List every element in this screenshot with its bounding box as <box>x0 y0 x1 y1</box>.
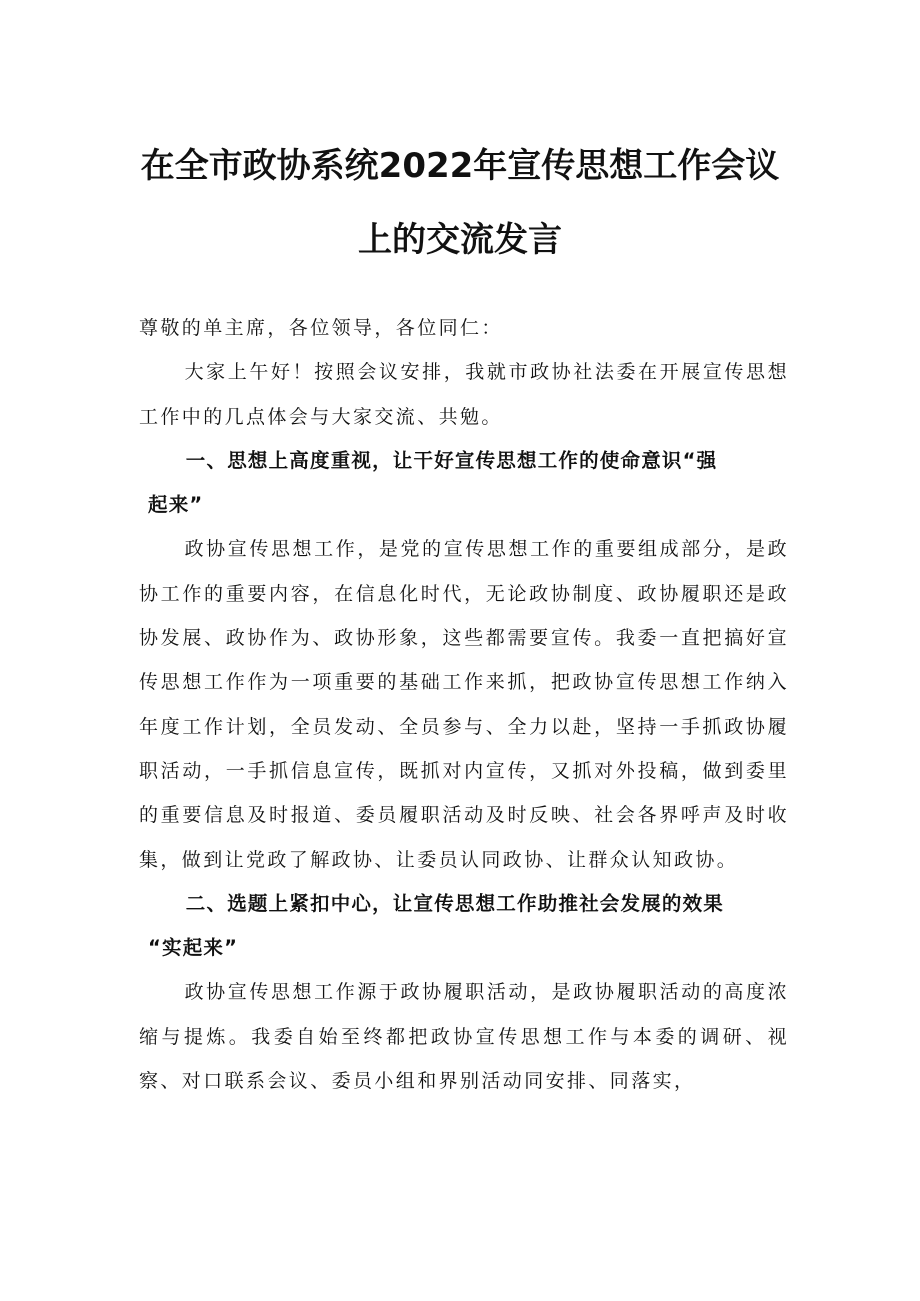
section1-heading-line1: 一、思想上高度重视，让干好宣传思想工作的使命意识“强 <box>185 448 718 472</box>
section2-heading-line1: 二、选题上紧扣中心，让宣传思想工作助推社会发展的效果 <box>185 891 724 915</box>
document-title-line1: 在全市政协系统2022年宣传思想工作会议 <box>140 146 780 186</box>
opening-paragraph: 大家上午好！按照会议安排，我就市政协社法委在开展宣传思想工作中的几点体会与大家交流、共勉。 <box>139 361 789 428</box>
document-body <box>139 306 789 1103</box>
salutation: 尊敬的单主席，各位领导，各位同仁： <box>139 317 503 339</box>
section1-body: 政协宣传思想工作，是党的宣传思想工作的重要组成部分，是政协工作的重要内容，在信息化时代，无论政协制度、政协履职还是政协发展、政协作为、政协形象，这些都需要宣传。我委一直把搞好宣传思想工作作为一项重要的基础工作来抓，把政协宣传思想工作纳入年度工作计划，全员发动、全员参与、全力以赴，坚持一手抓政协履职活动，一手抓信息宣传，既抓对内宣传，又抓对外投稿，做到委里的重要信息及时报道、委员履职活动及时反映、社会各界呼声及时收集，做到让党政了解政协、让委员认同政协、让群众认知政协。 <box>139 538 789 871</box>
section2-body: 政协宣传思想工作源于政协履职活动，是政协履职活动的高度浓缩与提炼。我委自始至终都把政协宣传思想工作与本委的调研、视察、对口联系会议、委员小组和界别活动同安排、同落实， <box>139 981 789 1093</box>
document-title-line2: 上的交流发言 <box>358 220 562 260</box>
section2-heading-line2: “实起来” <box>148 936 239 960</box>
section1-heading-line2: 起来” <box>148 493 204 517</box>
section2-heading <box>139 882 789 971</box>
section1-heading <box>139 439 789 528</box>
